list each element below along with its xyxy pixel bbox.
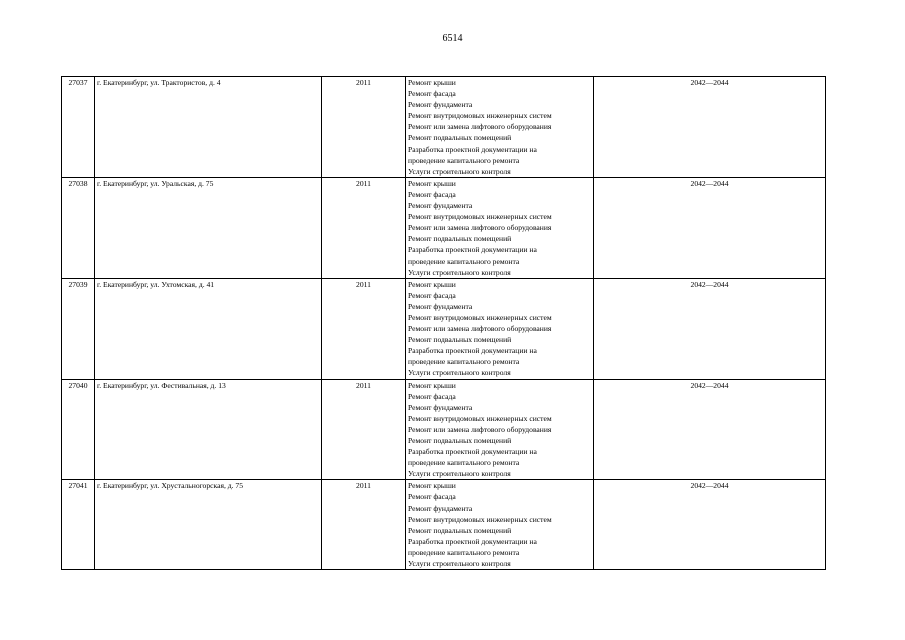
work-item: Ремонт внутридомовых инженерных систем xyxy=(408,111,552,121)
work-item: Ремонт крыши xyxy=(408,380,456,390)
row-number-cell: 27041 xyxy=(62,480,95,570)
works-cell xyxy=(406,177,594,278)
work-item: Ремонт фасада xyxy=(408,391,456,401)
work-item: Ремонт внутридомовых инженерных систем xyxy=(408,312,552,322)
year-cell: 2011 xyxy=(322,177,406,278)
work-item: Разработка проектной документации на xyxy=(408,245,537,255)
work-item: Ремонт фундамента xyxy=(408,100,473,110)
work-item: Услуги строительного контроля xyxy=(408,267,511,277)
work-item: проведение капитального ремонта xyxy=(408,256,520,266)
work-item: Ремонт фундамента xyxy=(408,503,473,513)
work-item: Ремонт крыши xyxy=(408,178,456,188)
year-cell: 2011 xyxy=(322,77,406,178)
period-cell: 2042—2044 xyxy=(594,278,826,379)
work-item: проведение капитального ремонта xyxy=(408,155,520,165)
work-item: проведение капитального ремонта xyxy=(408,547,520,557)
work-item: Ремонт фундамента xyxy=(408,201,473,211)
work-item: Ремонт или замена лифтового оборудования xyxy=(408,122,552,132)
table-body xyxy=(62,77,826,570)
work-item: Ремонт фасада xyxy=(408,290,456,300)
period-cell: 2042—2044 xyxy=(594,480,826,570)
table-row xyxy=(62,278,826,379)
work-item: Услуги строительного контроля xyxy=(408,166,511,176)
work-item: Ремонт внутридомовых инженерных систем xyxy=(408,212,552,222)
works-cell xyxy=(406,480,594,570)
work-item: Разработка проектной документации на xyxy=(408,144,537,154)
work-item: Услуги строительного контроля xyxy=(408,469,511,479)
works-cell xyxy=(406,278,594,379)
work-item: Ремонт фасада xyxy=(408,189,456,199)
work-item: Ремонт подвальных помещений xyxy=(408,335,512,345)
work-item: Ремонт фундамента xyxy=(408,301,473,311)
address-cell: г. Екатеринбург, ул. Хрустальногорская, д. 75 xyxy=(95,480,322,570)
work-item: Ремонт подвальных помещений xyxy=(408,436,512,445)
work-item: Ремонт фасада xyxy=(408,492,456,502)
work-item: Ремонт фасада xyxy=(408,89,456,99)
work-item: Ремонт подвальных помещений xyxy=(408,234,512,244)
work-item: Ремонт подвальных помещений xyxy=(408,525,512,535)
table-row xyxy=(62,480,826,570)
repair-schedule-table xyxy=(61,76,826,570)
works-cell xyxy=(406,77,594,178)
address-cell: г. Екатеринбург, ул. Трактористов, д. 4 xyxy=(95,77,322,178)
work-item: Ремонт или замена лифтового оборудования xyxy=(408,424,552,434)
row-number-cell: 27037 xyxy=(62,77,95,178)
period-cell: 2042—2044 xyxy=(594,77,826,178)
work-item: Ремонт крыши xyxy=(408,279,456,289)
work-item: Разработка проектной документации на xyxy=(408,346,537,356)
row-number-cell: 27040 xyxy=(62,379,95,480)
work-item: Ремонт или замена лифтового оборудования xyxy=(408,223,552,233)
work-item: Разработка проектной документации на xyxy=(408,447,537,457)
work-item: Ремонт крыши xyxy=(408,78,456,87)
year-cell: 2011 xyxy=(322,278,406,379)
address-cell: г. Екатеринбург, ул. Фестивальная, д. 13 xyxy=(95,379,322,480)
work-item: Ремонт или замена лифтового оборудования xyxy=(408,324,552,334)
year-cell: 2011 xyxy=(322,480,406,570)
work-item: Услуги строительного контроля xyxy=(408,368,511,378)
work-item: Ремонт подвальных помещений xyxy=(408,133,512,143)
work-item: Ремонт внутридомовых инженерных систем xyxy=(408,413,552,423)
row-number-cell: 27039 xyxy=(62,278,95,379)
row-number-cell: 27038 xyxy=(62,177,95,278)
works-cell xyxy=(406,379,594,480)
table-row xyxy=(62,379,826,480)
address-cell: г. Екатеринбург, ул. Уральская, д. 75 xyxy=(95,177,322,278)
work-item: Ремонт крыши xyxy=(408,481,456,491)
table-row xyxy=(62,177,826,278)
period-cell: 2042—2044 xyxy=(594,379,826,480)
work-item: Ремонт внутридомовых инженерных систем xyxy=(408,514,552,524)
work-item: проведение капитального ремонта xyxy=(408,357,520,367)
work-item: Ремонт фундамента xyxy=(408,402,473,412)
work-item: проведение капитального ремонта xyxy=(408,458,520,468)
table-row xyxy=(62,77,826,178)
address-cell: г. Екатеринбург, ул. Ухтомская, д. 41 xyxy=(95,278,322,379)
year-cell: 2011 xyxy=(322,379,406,480)
period-cell: 2042—2044 xyxy=(594,177,826,278)
work-item: Услуги строительного контроля xyxy=(408,559,511,569)
work-item: Разработка проектной документации на xyxy=(408,536,537,546)
page-number: 6514 xyxy=(442,33,463,44)
